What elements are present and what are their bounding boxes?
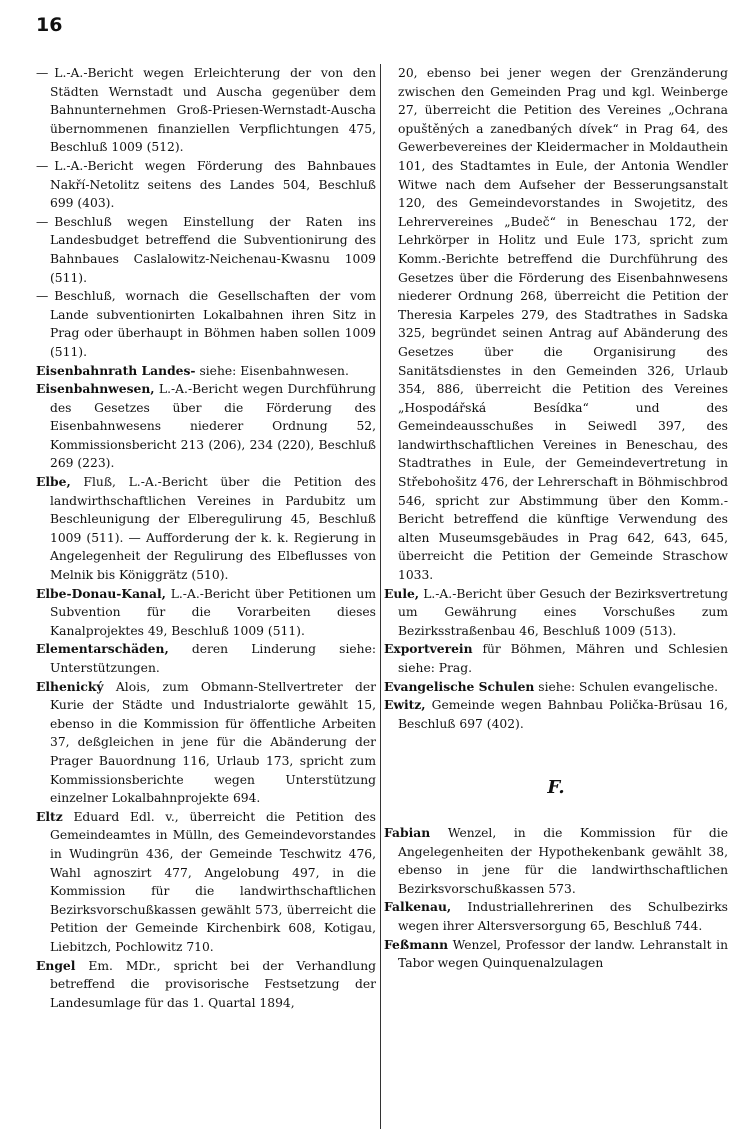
entry-text: L.-A.-Bericht über Gesuch der Bezirksvertretung um Gewährung eines Vorschußes zum Bezirksstraßenbau 46, Beschluß 1009 (513). xyxy=(398,586,728,638)
index-entry xyxy=(36,957,376,1013)
entry-heading: Falkenau, xyxy=(384,899,452,915)
entry-text: Em. MDr., spricht bei der Verhandlung betreffend die provisorische Festsetzung der Landesumlage für das 1. Quartal 1894, xyxy=(50,958,376,1010)
entry-heading: Eisenbahnwesen, xyxy=(36,381,155,397)
index-entry xyxy=(384,678,728,697)
entry-heading: Elhenický xyxy=(36,678,104,694)
entry-text: für Böhmen, Mähren und Schlesien siehe: Prag. xyxy=(398,642,728,675)
entry-heading: Eltz xyxy=(36,808,63,824)
index-subentry: — Beschluß wegen Einstellung der Raten ins Landesbudget betreffend die Subventionirung des Bahnbaues Caslalowitz-Neichenau-Kwasnu 1009 (511). xyxy=(36,214,376,285)
right-column xyxy=(384,64,728,973)
entry-heading: Ewitz, xyxy=(384,697,426,713)
entry-text: Industriallehrerinen des Schulbezirks wegen ihrer Altersversorgung 65, Beschluß 744. xyxy=(398,900,728,933)
column-divider xyxy=(380,64,381,1129)
entry-heading: Elementarschäden, xyxy=(36,641,169,657)
index-entry xyxy=(384,898,728,935)
entry-heading: Elbe-Donau-Kanal, xyxy=(36,585,166,601)
entry-text: deren Linderung siehe: Unterstützungen. xyxy=(50,642,376,675)
entry-heading: Exportverein xyxy=(384,641,473,657)
entry-text: siehe: Eisenbahnwesen. xyxy=(195,363,349,378)
index-entry xyxy=(384,640,728,677)
entry-text: L.-A.-Bericht über Petitionen um Subvention für die Vorarbeiten dieses Kanalprojektes 49, Beschluß 1009 (511). xyxy=(50,586,376,638)
index-entry xyxy=(384,696,728,733)
entry-heading: Engel xyxy=(36,957,76,973)
entry-heading: Eule, xyxy=(384,585,420,601)
entry-text: Eduard Edl. v., überreicht die Petition des Gemeindeamtes in Mülln, des Gemeindevorstandes in Wudingrün 436, der Gemeinde Teschwitz 476, Wahl agnoszirt 477, Angelobung 497, in die Kommission für die landwirthschaftlichen Bezirksvorschußkassen gewählt 573, überreicht die Petition der Gemeinde Kirchenbirk 608, Kotigau, Liebitzch, Pochlowitz 710. xyxy=(50,809,376,954)
index-entry xyxy=(36,678,376,808)
entry-heading: Fabian xyxy=(384,824,431,840)
entry-heading: Evangelische Schulen xyxy=(384,678,535,694)
entry-heading: Eisenbahnrath Landes- xyxy=(36,362,196,378)
index-entry xyxy=(36,362,376,381)
entry-text: siehe: Schulen evangelische. xyxy=(534,679,719,694)
page-number: 16 xyxy=(36,14,63,36)
entry-text: Fluß, L.-A.-Bericht über die Petition des landwirthschaftlichen Vereines in Pardubitz um Beschleunigung der Elberegulirung 45, Beschluß 1009 (511). — Aufforderung der k. k. Regierung in Angelegenheit der Regulirung des Elbeflusses von Melnik bis Königgrätz (510). xyxy=(50,475,376,583)
index-entry xyxy=(36,585,376,641)
entry-continuation: 20, ebenso bei jener wegen der Grenzänderung zwischen den Gemeinden Prag und kgl. Weinberge 27, überreicht die Petition des Vereines „Ochrana opuštěných a zanedbaných dívek“ in Prag 64, des Gewerbevereines der Kleidermacher in Moldauthein 101, des Stadtamtes in Eule, der Antonia Wendler Witwe nach dem Aufseher der Besserungsanstalt 120, des Gemeindevorstandes in Swojetitz, des Lehrervereines „Budeč“ in Beneschau 172, der Lehrkörper in Holitz und Eule 173, spricht zum Komm.-Berichte betreffend die Durchführung des Gesetzes über die Förderung des Eisenbahnwesens niederer Ordnung 268, überreicht die Petition der Theresia Karpeles 279, des Stadtrathes in Sadska 325, begründet seinen Antrag auf Abänderung des Gesetzes über die Organisirung des Sanitätsdienstes in den Gemeinden 326, Urlaub 354, 886, überreicht die Petition des Vereines „Hospodářská Besídka“ und des Gemeindeausschußes in Seiwedl 397, des landwirthschaftlichen Vereines in Beneschau, des Stadtrathes in Eule, der Gemeindevertretung in Střebohošitz 476, der Lehrerschaft in Böhmischbrod 546, spricht zur Abstimmung über den Komm.-Bericht betreffend die künftige Verwendung des alten Museumsgebäudes in Prag 642, 643, 645, überreicht die Petition der Gemeinde Straschow 1033. xyxy=(398,66,728,583)
section-letter: F. xyxy=(547,777,565,799)
index-entry xyxy=(384,936,728,973)
index-entry xyxy=(36,473,376,585)
index-subentry: — L.-A.-Bericht wegen Erleichterung der von den Städten Wernstadt und Auscha gegenüber dem Bahnunternehmen Groß-Priesen-Wernstadt-Auscha übernommenen finanziellen Verpflichtungen 475, Beschluß 1009 (512). xyxy=(36,66,376,155)
entry-text: Wenzel, in die Kommission für die Angelegenheiten der Hypothekenbank gewählt 38, ebenso in jene für die landwirthschaftlichen Bezirksvorschußkassen 573. xyxy=(398,825,728,896)
index-entry xyxy=(384,585,728,641)
index-entry xyxy=(384,824,728,898)
entry-text: Alois, zum Obmann-Stellvertreter der Kurie der Städte und Industrialorte gewählt 15, ebenso in die Kommission für öffentliche Arbeiten 37, deßgleichen in jene für die Abänderung der Prager Bauordnung 116, Urlaub 173, spricht zum Kommissionsberichte wegen Unterstützung einzelner Lokalbahnprojekte 694. xyxy=(50,679,376,806)
index-subentry: — L.-A.-Bericht wegen Förderung des Bahnbaues Nakří-Netolitz seitens des Landes 504, Beschluß 699 (403). xyxy=(36,158,376,211)
index-entry xyxy=(36,808,376,957)
entry-text: L.-A.-Bericht wegen Durchführung des Gesetzes über die Förderung des Eisenbahnwesens niederer Ordnung 52, Kommissionsbericht 213 (206), 234 (220), Beschluß 269 (223). xyxy=(50,382,376,471)
index-subentry: — Beschluß, wornach die Gesellschaften der vom Lande subventionirten Lokalbahnen ihren Sitz in Prag oder überhaupt in Böhmen haben sollen 1009 (511). xyxy=(36,289,376,359)
entry-text: Wenzel, Professor der landw. Lehranstalt in Tabor wegen Quinquenalzulagen xyxy=(398,937,728,971)
index-entry xyxy=(36,380,376,473)
entry-text: Gemeinde wegen Bahnbau Polička-Brüsau 16, Beschluß 697 (402). xyxy=(398,698,728,731)
index-entry xyxy=(36,640,376,677)
left-column xyxy=(36,64,376,1012)
entry-heading: Elbe, xyxy=(36,474,71,490)
entry-heading: Feßmann xyxy=(384,936,449,952)
